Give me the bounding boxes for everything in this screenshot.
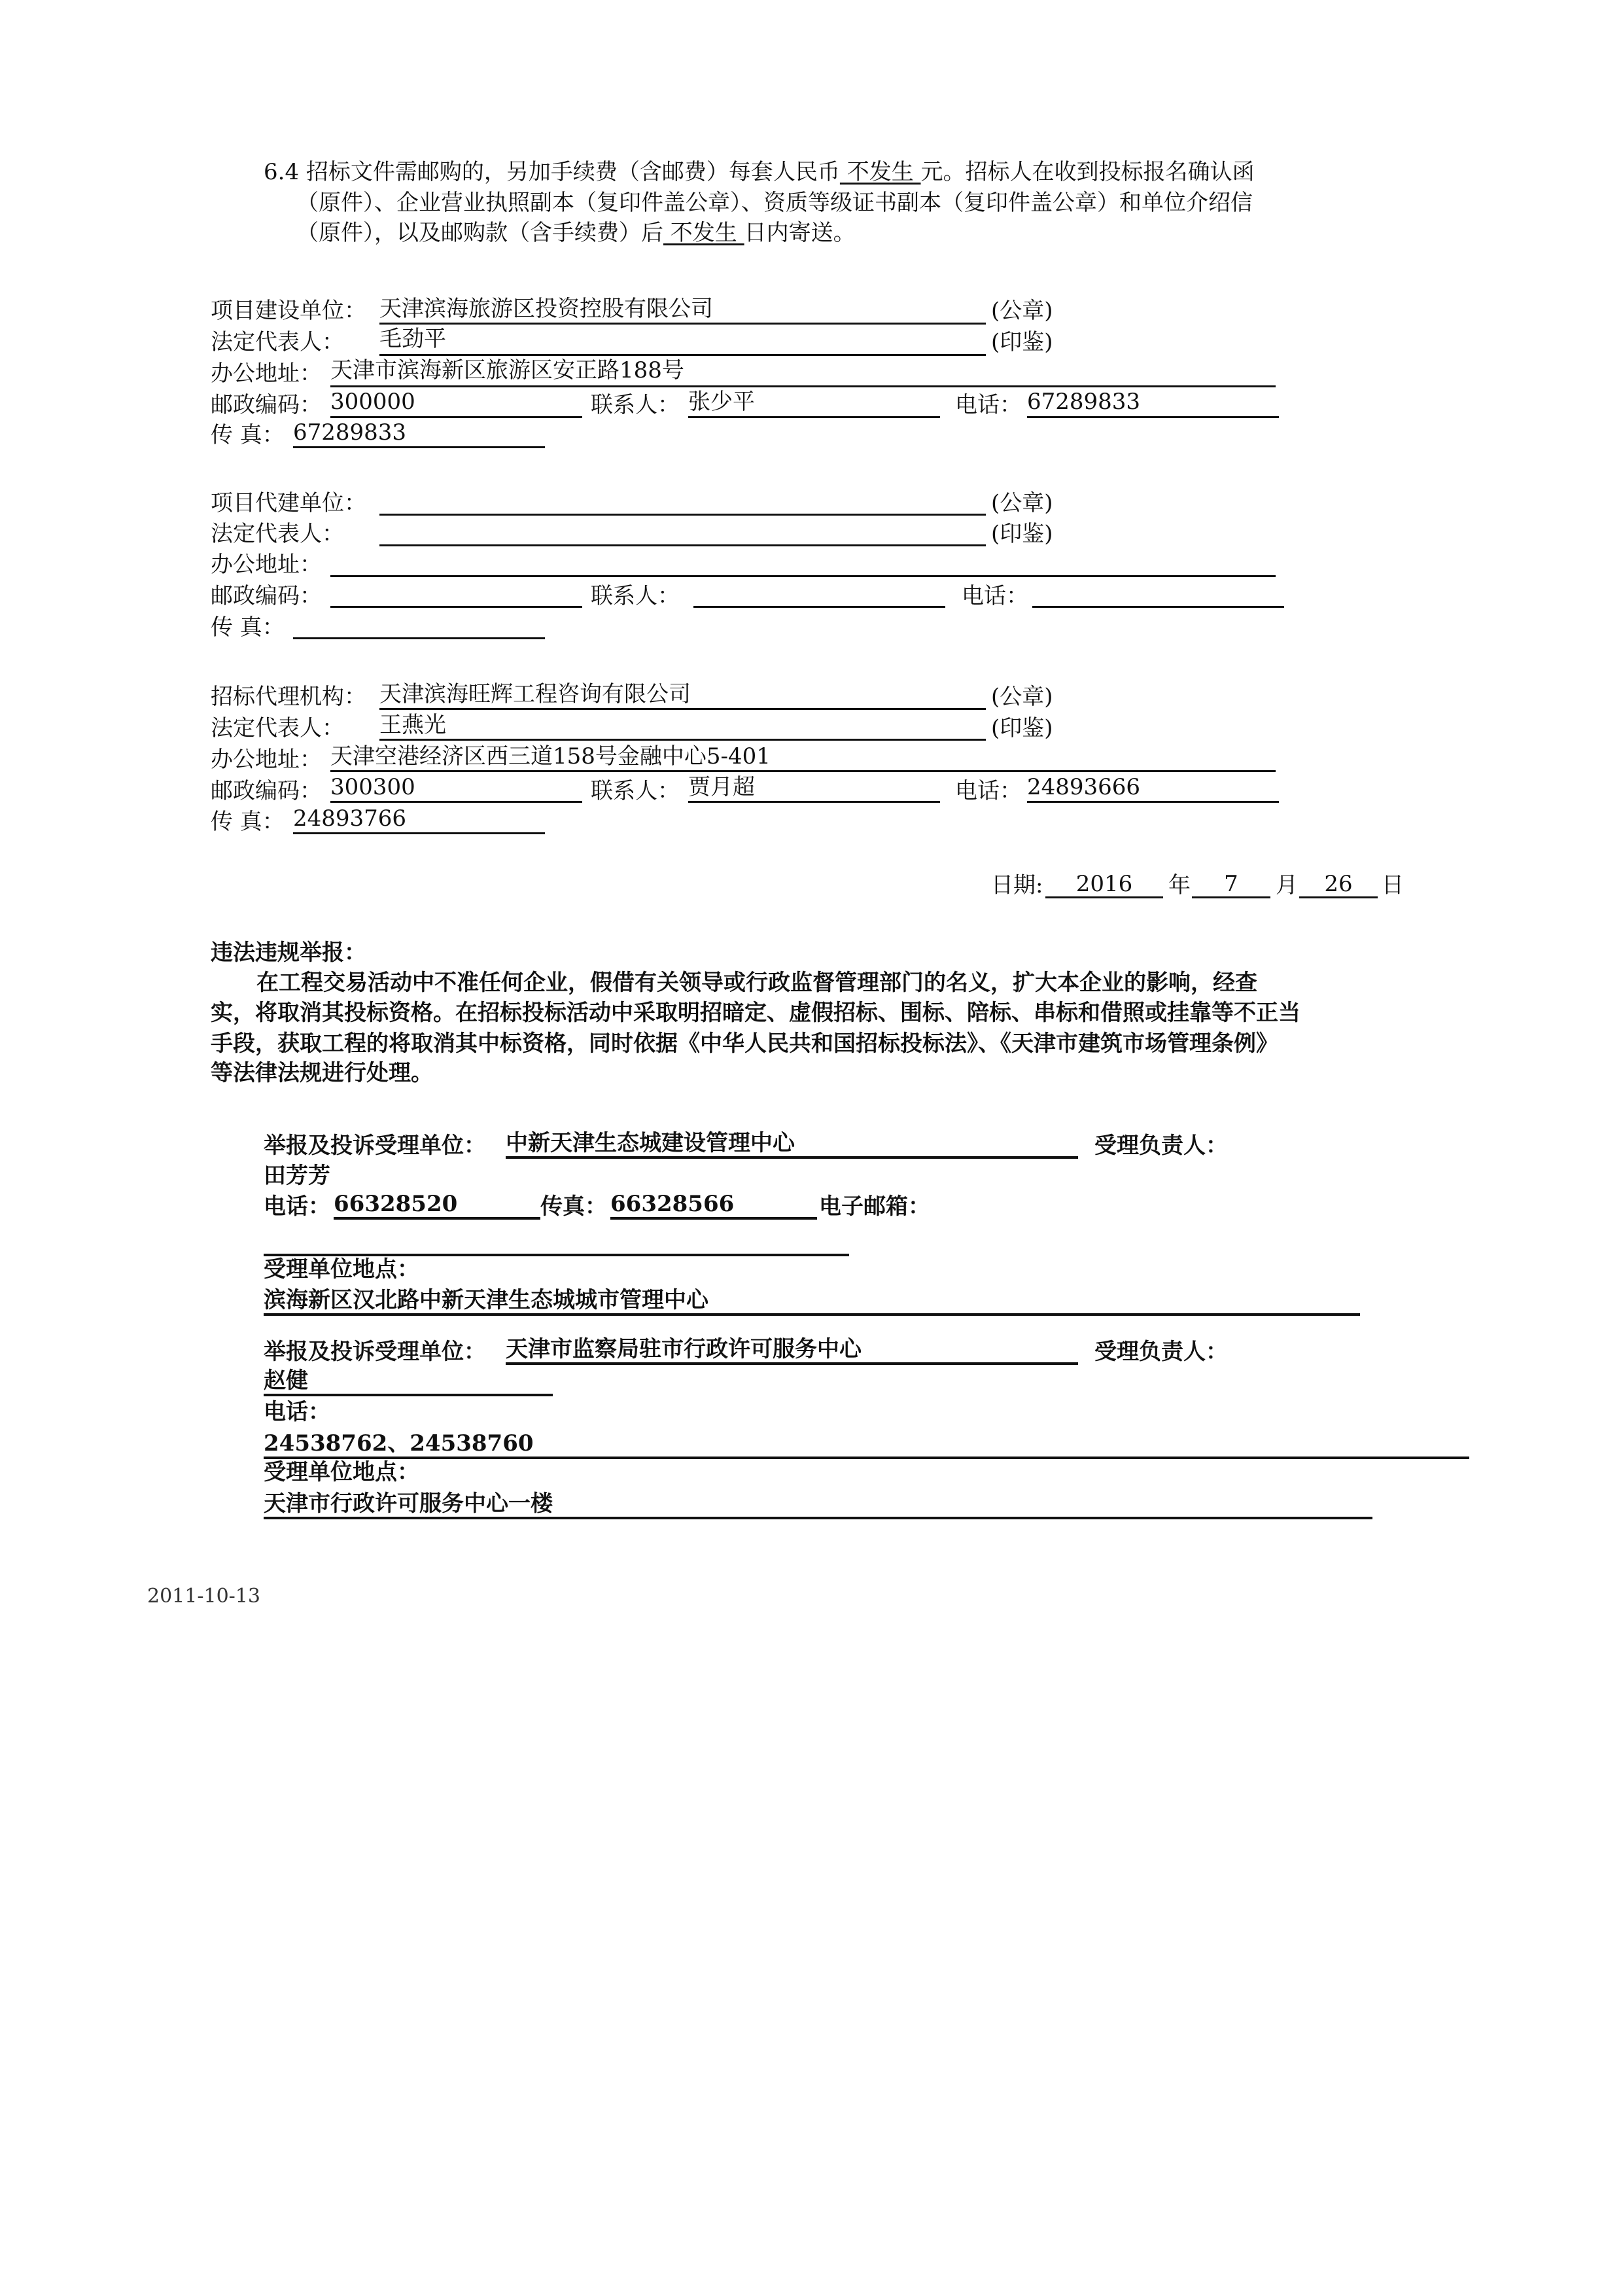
complaint2-location-underline [264, 1517, 1372, 1519]
agent-builder-fax-field [293, 637, 545, 639]
tender-agent-phone-underline [1027, 801, 1279, 803]
agent-builder-unit-label: 项目代建单位： [211, 490, 366, 516]
owner-contact-label: 联系人： [591, 392, 680, 418]
tender-agent-fax-underline [293, 832, 545, 834]
complaint2-manager-label: 受理负责人： [1094, 1339, 1228, 1365]
tender-agent-unit-value: 天津滨海旺辉工程咨询有限公司 [379, 681, 691, 707]
tender-agent-addr-underline [330, 770, 1276, 772]
complaint2-unit-label: 举报及投诉受理单位： [264, 1339, 486, 1365]
complaint2-unit-underline [506, 1362, 1078, 1365]
complaint2-location-label: 受理单位地点： [264, 1459, 419, 1485]
date-label: 日期: [991, 872, 1043, 898]
footer-date: 2011-10-13 [147, 1585, 260, 1608]
complaint2-unit-value: 天津市监察局驻市行政许可服务中心 [506, 1336, 862, 1362]
tender-agent-unit-underline [379, 708, 986, 710]
report-paragraph-line-1: 在工程交易活动中不准任何企业，假借有关领导或行政监督管理部门的名义，扩大本企业的影响，经查 [256, 970, 1257, 996]
owner-fax-value: 67289833 [293, 419, 407, 446]
agent-builder-phone-label: 电话： [962, 583, 1028, 609]
complaint1-location-value: 滨海新区汉北路中新天津生态城城市管理中心 [264, 1287, 708, 1313]
agent-builder-seal-label: (公章) [991, 490, 1053, 516]
complaint1-fax-value: 66328566 [610, 1191, 735, 1217]
report-paragraph-line-2: 实，将取消其投标资格。在招标投标活动中采取明招暗定、虚假招标、围标、陪标、串标和借照或挂靠等不正当 [211, 1000, 1300, 1026]
owner-addr-underline [330, 385, 1276, 387]
agent-builder-stamp-label: (印鉴) [991, 521, 1053, 547]
tender-agent-rep-underline [379, 739, 986, 741]
tender-agent-rep-label: 法定代表人： [211, 715, 344, 741]
agent-builder-phone-field [1032, 606, 1284, 608]
complaint2-manager-value: 赵健 [264, 1368, 308, 1394]
complaint1-unit-value: 中新天津生态城建设管理中心 [506, 1130, 795, 1156]
owner-rep-underline [379, 354, 986, 356]
owner-zip-underline [330, 416, 582, 418]
tender-agent-addr-value: 天津空港经济区西三道158号金融中心5-401 [330, 743, 771, 769]
section-6-4-line-1 [264, 159, 1255, 185]
tender-agent-zip-underline [330, 801, 582, 803]
section-6-4-text-e: 日内寄送。 [744, 220, 856, 246]
tender-agent-seal-label: (公章) [991, 684, 1053, 710]
owner-unit-underline [379, 323, 986, 325]
section-6-4-line-2 [296, 190, 1253, 216]
complaint1-manager-value: 田芳芳 [264, 1163, 330, 1189]
date-year-value: 2016 [1075, 871, 1133, 897]
agent-builder-contact-field [693, 606, 945, 608]
complaint1-fax-underline [610, 1217, 817, 1220]
owner-phone-underline [1027, 416, 1279, 418]
complaint1-location-underline [264, 1313, 1360, 1316]
tender-agent-phone-value: 24893666 [1027, 774, 1141, 800]
owner-contact-underline [688, 416, 940, 418]
date-year-unit: 年 [1168, 872, 1191, 898]
owner-zip-value: 300000 [330, 389, 415, 415]
owner-stamp-label: (印鉴) [991, 329, 1053, 355]
agent-builder-addr-label: 办公地址： [211, 552, 322, 578]
date-day-value: 26 [1324, 871, 1353, 897]
complaint1-location-label: 受理单位地点： [264, 1256, 419, 1282]
agent-builder-rep-field [379, 544, 986, 546]
agent-builder-contact-label: 联系人： [591, 583, 680, 609]
owner-fax-label: 传 真： [211, 422, 285, 448]
owner-seal-label: (公章) [991, 298, 1053, 324]
section-6-4-text-d: （原件），以及邮购款（含手续费）后 [296, 220, 663, 246]
complaint2-manager-underline [264, 1394, 553, 1396]
section-6-4-text-b: 元。招标人在收到投标报名确认函 [920, 159, 1255, 185]
tender-agent-contact-underline [688, 801, 940, 803]
tender-agent-zip-value: 300300 [330, 774, 415, 800]
owner-rep-label: 法定代表人： [211, 329, 344, 355]
tender-agent-fax-label: 传 真： [211, 809, 285, 835]
owner-zip-label: 邮政编码： [211, 392, 322, 418]
owner-unit-label: 项目建设单位： [211, 298, 366, 324]
agent-builder-fax-label: 传 真： [211, 614, 285, 641]
complaint2-phone-value: 24538762、24538760 [264, 1430, 534, 1457]
agent-builder-addr-field [330, 575, 1276, 577]
owner-addr-value: 天津市滨海新区旅游区安正路188号 [330, 357, 684, 383]
owner-fax-underline [293, 446, 545, 448]
section-6-4-text-a: 6.4 招标文件需邮购的，另加手续费（含邮费）每套人民币 [264, 159, 840, 185]
owner-unit-value: 天津滨海旅游区投资控股有限公司 [379, 296, 713, 322]
complaint1-phone-label: 电话： [264, 1193, 330, 1220]
report-title: 违法违规举报： [211, 940, 366, 966]
owner-phone-label: 电话： [955, 392, 1022, 418]
date-month-unit: 月 [1276, 872, 1298, 898]
owner-contact-value: 张少平 [688, 389, 755, 415]
complaint1-phone-underline [334, 1217, 540, 1220]
owner-rep-value: 毛劲平 [379, 326, 446, 352]
date-day-unit: 日 [1382, 872, 1404, 898]
complaint2-phone-label: 电话： [264, 1399, 330, 1425]
complaint1-unit-underline [506, 1156, 1078, 1159]
report-paragraph-line-3: 手段，获取工程的将取消其中标资格，同时依据《中华人民共和国招标投标法》、《天津市建筑市场管理条例》 [211, 1031, 1278, 1057]
mail-fee-value: 不发生 [839, 159, 921, 185]
tender-agent-rep-value: 王燕光 [379, 712, 446, 738]
section-6-4-line-3 [296, 220, 856, 246]
complaint2-phone-underline [264, 1457, 1469, 1459]
complaint2-location-value: 天津市行政许可服务中心一楼 [264, 1491, 553, 1517]
tender-agent-addr-label: 办公地址： [211, 747, 322, 773]
mail-days-value: 不发生 [663, 220, 744, 246]
tender-agent-stamp-label: (印鉴) [991, 715, 1053, 741]
owner-addr-label: 办公地址： [211, 361, 322, 387]
agent-builder-zip-field [330, 606, 582, 608]
complaint1-unit-label: 举报及投诉受理单位： [264, 1133, 486, 1159]
agent-builder-rep-label: 法定代表人： [211, 521, 344, 547]
tender-agent-fax-value: 24893766 [293, 805, 407, 832]
tender-agent-zip-label: 邮政编码： [211, 778, 322, 804]
owner-phone-value: 67289833 [1027, 389, 1141, 415]
tender-agent-contact-label: 联系人： [591, 778, 680, 804]
tender-agent-unit-label: 招标代理机构： [211, 684, 366, 710]
agent-builder-zip-label: 邮政编码： [211, 583, 322, 609]
complaint1-fax-label: 传真： [540, 1193, 607, 1220]
date-month-value: 7 [1224, 871, 1238, 897]
tender-agent-contact-value: 贾月超 [688, 774, 755, 800]
complaint1-email-label: 电子邮箱： [819, 1193, 930, 1220]
complaint1-phone-value: 66328520 [334, 1191, 458, 1217]
report-paragraph-line-4: 等法律法规进行处理。 [211, 1060, 433, 1086]
agent-builder-unit-field [379, 514, 986, 516]
section-6-4-text-c: （原件）、企业营业执照副本（复印件盖公章）、资质等级证书副本（复印件盖公章）和单位介绍信 [296, 190, 1253, 216]
complaint1-manager-label: 受理负责人： [1094, 1133, 1228, 1159]
tender-agent-phone-label: 电话： [955, 778, 1022, 804]
